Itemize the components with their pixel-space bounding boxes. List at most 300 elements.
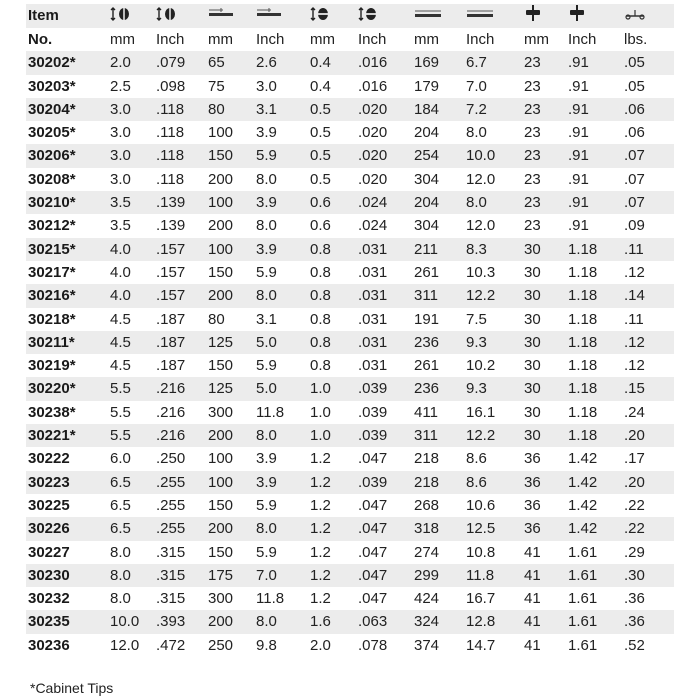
table-cell: .216: [152, 377, 204, 400]
table-cell: 1.2: [306, 494, 354, 517]
table-cell: .11: [620, 308, 674, 331]
table-cell: 8.0: [106, 587, 152, 610]
table-row: [26, 634, 674, 657]
table-cell: 3.5: [106, 191, 152, 214]
table-cell: 200: [204, 168, 252, 191]
table-cell: 30: [520, 331, 564, 354]
table-cell: .024: [354, 191, 410, 214]
number-header: No.: [26, 28, 106, 51]
table-cell: .255: [152, 517, 204, 540]
table-cell: .039: [354, 424, 410, 447]
table-cell: 191: [410, 308, 462, 331]
table-cell: 5.0: [252, 377, 306, 400]
table-row: [26, 144, 674, 167]
table-cell: 9.3: [462, 377, 520, 400]
table-cell: .118: [152, 144, 204, 167]
table-cell: 4.0: [106, 238, 152, 261]
table-row: [26, 168, 674, 191]
table-cell: 12.5: [462, 517, 520, 540]
item-number: 30230: [26, 564, 106, 587]
table-row: [26, 331, 674, 354]
table-cell: 0.4: [306, 75, 354, 98]
item-number: 30217*: [26, 261, 106, 284]
table-cell: 10.0: [462, 144, 520, 167]
table-cell: 1.18: [564, 331, 620, 354]
table-cell: 3.1: [252, 308, 306, 331]
table-cell: .05: [620, 75, 674, 98]
table-cell: 3.9: [252, 238, 306, 261]
table-cell: .039: [354, 471, 410, 494]
table-cell: 23: [520, 75, 564, 98]
table-cell: 1.2: [306, 447, 354, 470]
table-cell: .07: [620, 191, 674, 214]
table-cell: 1.42: [564, 494, 620, 517]
table-cell: .139: [152, 214, 204, 237]
table-cell: 261: [410, 354, 462, 377]
table-row: [26, 541, 674, 564]
table-cell: 6.5: [106, 471, 152, 494]
table-cell: .187: [152, 331, 204, 354]
table-cell: 5.5: [106, 401, 152, 424]
table-cell: 200: [204, 424, 252, 447]
table-cell: 1.2: [306, 471, 354, 494]
table-cell: 311: [410, 424, 462, 447]
table-cell: 12.0: [462, 214, 520, 237]
table-cell: 30: [520, 261, 564, 284]
table-cell: 374: [410, 634, 462, 657]
table-cell: 304: [410, 168, 462, 191]
table-cell: .255: [152, 494, 204, 517]
table-cell: 8.0: [252, 214, 306, 237]
table-cell: .91: [564, 144, 620, 167]
table-cell: 1.61: [564, 634, 620, 657]
table-cell: 0.8: [306, 284, 354, 307]
table-cell: .91: [564, 168, 620, 191]
table-cell: 7.0: [252, 564, 306, 587]
table-cell: 250: [204, 634, 252, 657]
table-cell: 2.6: [252, 51, 306, 74]
item-number: 30208*: [26, 168, 106, 191]
table-cell: 4.5: [106, 354, 152, 377]
table-cell: .031: [354, 331, 410, 354]
table-cell: 200: [204, 284, 252, 307]
table-cell: 10.0: [106, 610, 152, 633]
table-cell: 1.2: [306, 564, 354, 587]
table-cell: 3.9: [252, 121, 306, 144]
table-cell: 4.5: [106, 331, 152, 354]
table-cell: .031: [354, 354, 410, 377]
table-row: [26, 494, 674, 517]
table-cell: 218: [410, 447, 462, 470]
table-cell: 1.6: [306, 610, 354, 633]
tip-thickness-icon: [156, 5, 178, 28]
table-cell: 5.5: [106, 424, 152, 447]
table-cell: 150: [204, 541, 252, 564]
table-cell: .118: [152, 98, 204, 121]
table-cell: 3.0: [106, 98, 152, 121]
table-cell: .216: [152, 424, 204, 447]
table-cell: 12.2: [462, 284, 520, 307]
table-cell: 0.6: [306, 214, 354, 237]
table-cell: 0.8: [306, 354, 354, 377]
table-cell: 5.9: [252, 261, 306, 284]
table-cell: 150: [204, 354, 252, 377]
table-cell: 150: [204, 261, 252, 284]
unit-header: lbs.: [620, 28, 674, 51]
table-cell: .031: [354, 238, 410, 261]
table-cell: .187: [152, 308, 204, 331]
table-cell: .020: [354, 121, 410, 144]
table-cell: 36: [520, 471, 564, 494]
table-cell: 12.0: [106, 634, 152, 657]
table-cell: 200: [204, 517, 252, 540]
table-cell: 1.18: [564, 401, 620, 424]
table-cell: 14.7: [462, 634, 520, 657]
table-row: [26, 377, 674, 400]
table-cell: 11.8: [462, 564, 520, 587]
table-cell: 41: [520, 541, 564, 564]
table-cell: 16.7: [462, 587, 520, 610]
table-cell: .20: [620, 471, 674, 494]
table-cell: 8.0: [252, 517, 306, 540]
unit-header: mm: [204, 28, 252, 51]
table-cell: .06: [620, 121, 674, 144]
unit-header: mm: [520, 28, 564, 51]
unit-header: mm: [306, 28, 354, 51]
table-cell: 3.9: [252, 191, 306, 214]
item-number: 30219*: [26, 354, 106, 377]
table-cell: 75: [204, 75, 252, 98]
table-cell: 324: [410, 610, 462, 633]
table-cell: 16.1: [462, 401, 520, 424]
table-cell: 4.0: [106, 284, 152, 307]
table-cell: 311: [410, 284, 462, 307]
table-cell: .05: [620, 51, 674, 74]
table-cell: .020: [354, 98, 410, 121]
table-cell: 30: [520, 308, 564, 331]
table-cell: 1.0: [306, 377, 354, 400]
item-number: 30202*: [26, 51, 106, 74]
item-number: 30223: [26, 471, 106, 494]
table-cell: 150: [204, 144, 252, 167]
table-cell: 1.18: [564, 238, 620, 261]
table-cell: 8.0: [106, 564, 152, 587]
table-row: [26, 564, 674, 587]
table-cell: .020: [354, 144, 410, 167]
table-cell: 1.61: [564, 564, 620, 587]
table-cell: 10.6: [462, 494, 520, 517]
table-cell: 125: [204, 377, 252, 400]
tip-width-icon: [358, 5, 378, 28]
item-number: 30236: [26, 634, 106, 657]
table-cell: 100: [204, 238, 252, 261]
table-cell: 23: [520, 214, 564, 237]
table-cell: 10.3: [462, 261, 520, 284]
table-cell: 65: [204, 51, 252, 74]
table-cell: 30: [520, 284, 564, 307]
table-cell: .024: [354, 214, 410, 237]
table-cell: .157: [152, 238, 204, 261]
table-cell: 1.61: [564, 587, 620, 610]
table-cell: .14: [620, 284, 674, 307]
table-cell: .078: [354, 634, 410, 657]
item-number: 30222: [26, 447, 106, 470]
table-cell: .016: [354, 51, 410, 74]
item-number: 30216*: [26, 284, 106, 307]
table-cell: .020: [354, 168, 410, 191]
table-row: [26, 75, 674, 98]
table-cell: .079: [152, 51, 204, 74]
table-cell: .15: [620, 377, 674, 400]
table-cell: 11.8: [252, 401, 306, 424]
table-cell: 211: [410, 238, 462, 261]
table-cell: .139: [152, 191, 204, 214]
table-cell: .22: [620, 494, 674, 517]
unit-header: Inch: [354, 28, 410, 51]
table-cell: 274: [410, 541, 462, 564]
table-row: [26, 191, 674, 214]
blade-length-icon: [208, 5, 234, 28]
table-cell: 41: [520, 564, 564, 587]
table-cell: 1.42: [564, 447, 620, 470]
table-cell: 1.18: [564, 308, 620, 331]
table-cell: 100: [204, 191, 252, 214]
table-cell: 41: [520, 587, 564, 610]
table-cell: 7.5: [462, 308, 520, 331]
table-cell: .07: [620, 168, 674, 191]
table-cell: .91: [564, 121, 620, 144]
table-cell: 8.0: [252, 168, 306, 191]
table-cell: 3.0: [106, 144, 152, 167]
table-cell: 299: [410, 564, 462, 587]
table-cell: .91: [564, 51, 620, 74]
table-cell: .36: [620, 587, 674, 610]
table-cell: 5.0: [252, 331, 306, 354]
table-cell: .09: [620, 214, 674, 237]
table-cell: 236: [410, 377, 462, 400]
item-number: 30204*: [26, 98, 106, 121]
table-row: [26, 610, 674, 633]
table-cell: 8.6: [462, 447, 520, 470]
table-row: [26, 261, 674, 284]
table-cell: 5.5: [106, 377, 152, 400]
unit-header: Inch: [564, 28, 620, 51]
table-cell: .20: [620, 424, 674, 447]
table-cell: 6.5: [106, 494, 152, 517]
table-cell: 218: [410, 471, 462, 494]
table-cell: 3.9: [252, 471, 306, 494]
table-cell: 318: [410, 517, 462, 540]
table-cell: 23: [520, 121, 564, 144]
table-cell: .255: [152, 471, 204, 494]
item-number: 30218*: [26, 308, 106, 331]
item-number: 30220*: [26, 377, 106, 400]
unit-header: Inch: [462, 28, 520, 51]
table-cell: .30: [620, 564, 674, 587]
item-number: 30221*: [26, 424, 106, 447]
table-cell: 9.8: [252, 634, 306, 657]
table-cell: 179: [410, 75, 462, 98]
table-cell: 11.8: [252, 587, 306, 610]
table-cell: 10.8: [462, 541, 520, 564]
handle-diameter-icon: [568, 5, 586, 28]
table-row: [26, 447, 674, 470]
item-number: 30227: [26, 541, 106, 564]
table-cell: 8.0: [106, 541, 152, 564]
table-cell: 3.5: [106, 214, 152, 237]
table-cell: .157: [152, 261, 204, 284]
table-cell: 100: [204, 121, 252, 144]
table-cell: .016: [354, 75, 410, 98]
table-cell: .315: [152, 587, 204, 610]
item-number: 30206*: [26, 144, 106, 167]
table-row: [26, 587, 674, 610]
table-cell: 3.0: [252, 75, 306, 98]
table-cell: 1.18: [564, 424, 620, 447]
overall-length-icon: [414, 5, 442, 28]
table-cell: .91: [564, 98, 620, 121]
table-cell: 36: [520, 447, 564, 470]
table-cell: .031: [354, 261, 410, 284]
item-number: 30238*: [26, 401, 106, 424]
table-cell: 41: [520, 634, 564, 657]
table-row: [26, 517, 674, 540]
table-cell: 5.9: [252, 541, 306, 564]
table-cell: 4.0: [106, 261, 152, 284]
handle-diameter-icon: [524, 5, 542, 28]
table-cell: 10.2: [462, 354, 520, 377]
tip-thickness-icon: [110, 5, 132, 28]
table-cell: 23: [520, 144, 564, 167]
table-cell: 175: [204, 564, 252, 587]
table-cell: 36: [520, 494, 564, 517]
table-cell: 2.0: [306, 634, 354, 657]
table-cell: .24: [620, 401, 674, 424]
table-cell: .047: [354, 541, 410, 564]
table-cell: 0.8: [306, 238, 354, 261]
item-number: 30210*: [26, 191, 106, 214]
table-row: [26, 401, 674, 424]
item-number: 30215*: [26, 238, 106, 261]
table-cell: .12: [620, 331, 674, 354]
table-cell: .315: [152, 541, 204, 564]
table-cell: 300: [204, 401, 252, 424]
item-number: 30203*: [26, 75, 106, 98]
table-cell: 30: [520, 377, 564, 400]
table-cell: 1.2: [306, 517, 354, 540]
table-cell: 9.3: [462, 331, 520, 354]
table-cell: .031: [354, 284, 410, 307]
table-cell: 411: [410, 401, 462, 424]
table-cell: 0.5: [306, 98, 354, 121]
table-cell: 204: [410, 121, 462, 144]
table-cell: 268: [410, 494, 462, 517]
table-cell: 4.5: [106, 308, 152, 331]
table-cell: 1.42: [564, 471, 620, 494]
table-cell: 12.8: [462, 610, 520, 633]
item-header: Item: [26, 4, 106, 28]
table-cell: 7.2: [462, 98, 520, 121]
table-cell: 3.9: [252, 447, 306, 470]
table-cell: 5.9: [252, 144, 306, 167]
table-cell: 1.0: [306, 424, 354, 447]
table-row: [26, 214, 674, 237]
unit-header: mm: [106, 28, 152, 51]
table-cell: 0.5: [306, 121, 354, 144]
table-cell: 7.0: [462, 75, 520, 98]
table-cell: .047: [354, 517, 410, 540]
unit-header: Inch: [152, 28, 204, 51]
table-cell: .12: [620, 354, 674, 377]
item-number: 30226: [26, 517, 106, 540]
table-cell: .91: [564, 75, 620, 98]
table-cell: 36: [520, 517, 564, 540]
table-cell: 424: [410, 587, 462, 610]
table-cell: 5.9: [252, 494, 306, 517]
unit-header: Inch: [252, 28, 306, 51]
overall-length-icon: [466, 5, 494, 28]
table-cell: 8.0: [252, 424, 306, 447]
unit-header: mm: [410, 28, 462, 51]
table-cell: .047: [354, 587, 410, 610]
unit-header-row: [26, 28, 674, 51]
table-cell: 1.2: [306, 541, 354, 564]
table-cell: 23: [520, 98, 564, 121]
screwdriver-spec-table: [26, 4, 674, 657]
table-row: [26, 121, 674, 144]
table-cell: 125: [204, 331, 252, 354]
table-cell: 3.0: [106, 168, 152, 191]
table-cell: 23: [520, 168, 564, 191]
table-cell: .187: [152, 354, 204, 377]
table-cell: 6.7: [462, 51, 520, 74]
table-cell: 2.5: [106, 75, 152, 98]
table-row: [26, 424, 674, 447]
table-cell: 3.1: [252, 98, 306, 121]
item-number: 30211*: [26, 331, 106, 354]
table-cell: 8.0: [252, 284, 306, 307]
table-cell: 184: [410, 98, 462, 121]
table-cell: 100: [204, 471, 252, 494]
footnote: *Cabinet Tips: [30, 680, 114, 696]
table-cell: 1.2: [306, 587, 354, 610]
table-cell: .047: [354, 564, 410, 587]
table-cell: 80: [204, 98, 252, 121]
table-cell: 41: [520, 610, 564, 633]
table-cell: 8.0: [462, 191, 520, 214]
table-cell: 0.4: [306, 51, 354, 74]
table-cell: 8.3: [462, 238, 520, 261]
weight-icon: [624, 5, 646, 28]
table-cell: 3.0: [106, 121, 152, 144]
icon-header-row: [26, 4, 674, 28]
item-number: 30232: [26, 587, 106, 610]
table-cell: 1.61: [564, 541, 620, 564]
table-cell: 2.0: [106, 51, 152, 74]
table-cell: 300: [204, 587, 252, 610]
table-cell: .315: [152, 564, 204, 587]
table-cell: .12: [620, 261, 674, 284]
table-cell: 6.0: [106, 447, 152, 470]
table-cell: 0.8: [306, 261, 354, 284]
table-cell: 200: [204, 214, 252, 237]
table-cell: 0.8: [306, 308, 354, 331]
table-row: [26, 308, 674, 331]
table-cell: .22: [620, 517, 674, 540]
table-cell: .047: [354, 447, 410, 470]
table-cell: 30: [520, 424, 564, 447]
table-cell: 30: [520, 238, 564, 261]
